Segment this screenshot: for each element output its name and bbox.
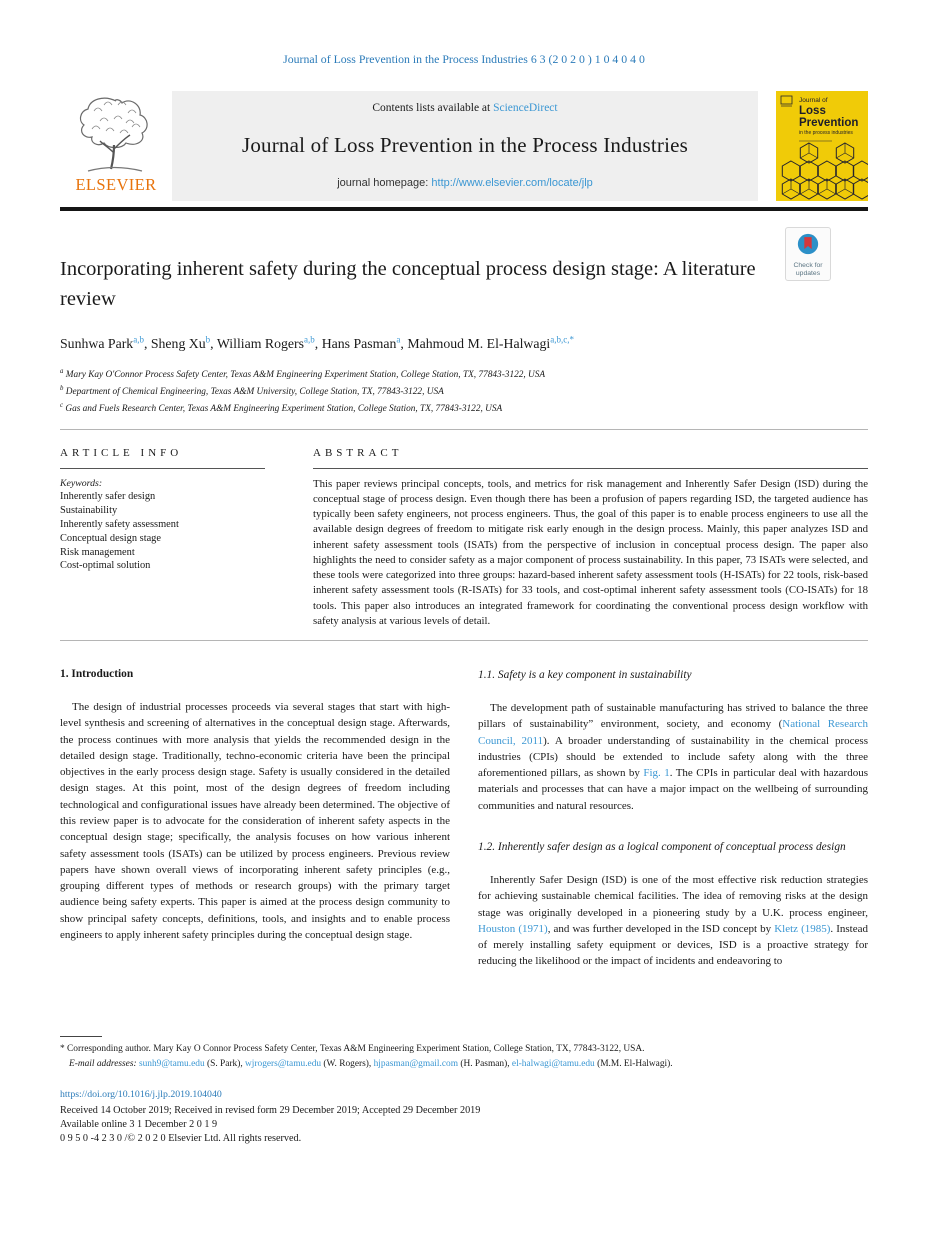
crossmark-icon [796, 232, 820, 256]
check-for-updates-badge[interactable] [785, 227, 831, 281]
corresponding-author-note: * Corresponding author. Mary Kay O Connor Process Safety Center, Texas A&M Engineering Experiment Station, College Station, TX, 77843-3122, USA. [60, 1044, 645, 1054]
journal-citation[interactable]: Journal of Loss Prevention in the Process Industries 6 3 (2 0 2 0 ) 1 0 4 0 4 0 [283, 52, 645, 66]
author-separator: , [143, 335, 151, 351]
cover-line3: Prevention [799, 117, 859, 129]
inline-citation-link[interactable]: sunh9@tamu.edu [138, 1058, 205, 1069]
introduction-paragraph: The design of industrial processes proceeds via several stages that start with high-level synthesis and screening of alternatives in the conceptual design stage. Afterwards, the process continues with more analysis that yields the recommended design in the detailed design stage. Traditionally, techno-economic criteria have been the principal objectives in the early process design stage. Safety is usually considered in the detailed design stages. At this point, most of the design degrees of freedom including technological and configurational issues have already been determined. The objective of this review paper is to advocate for the consideration of inherent safety aspects in the conceptual design stage; specifically, the analysis focuses on how various inherent safety assessment tools (ISATs) can be utilized by process engineers. Previous review papers have shown overall views of incorporating inherent safety principles (e.g., grouping different types of methods or research groups) with the primary target audience being safety experts. This paper is aimed at the process design community to show principal safety concepts, definitions, tools, and insights and to enable process engineers to apply inherent safety principles during the conceptual design stage. [60, 700, 450, 942]
inline-citation-link[interactable]: wjrogers@tamu.edu [245, 1058, 322, 1069]
check-updates-label: Check for updates [793, 262, 823, 277]
keyword: Inherently safety assessment [60, 518, 179, 530]
inline-citation-link[interactable]: Houston (1971) [478, 922, 548, 935]
elsevier-logo [60, 91, 172, 201]
issn-copyright-line: 0 9 5 0 -4 2 3 0 /© 2 0 2 0 Elsevier Ltd. All rights reserved. [60, 1132, 302, 1144]
available-online-line: Available online 3 1 December 2 0 1 9 [60, 1118, 218, 1130]
author-separator: , [314, 335, 322, 351]
author [322, 336, 408, 351]
affiliation-text: Department of Chemical Engineering, Texas A&M University, College Station, TX, 77843-3122, USA [63, 386, 444, 397]
keyword: Sustainability [60, 505, 118, 517]
author [60, 336, 151, 351]
cover-line2: Loss [799, 105, 826, 117]
affiliation-sup: a [60, 367, 64, 375]
inline-citation-link[interactable]: Kletz (1985) [774, 922, 831, 935]
section-divider [60, 429, 868, 430]
affiliation-text: Mary Kay O'Connor Process Safety Center, Texas A&M Engineering Experiment Station, College Station, TX, 77843-3122, USA [63, 369, 546, 380]
author-affil-sup[interactable]: a,b [133, 334, 144, 344]
article-title: Incorporating inherent safety during the conceptual process design stage: A literature review [60, 258, 756, 310]
author [407, 336, 574, 351]
keywords-label: Keywords: [60, 477, 103, 489]
keyword: Risk management [60, 546, 135, 558]
cover-line1: Journal of [799, 97, 828, 104]
author-name: Sheng Xu [150, 335, 206, 351]
journal-banner [60, 91, 868, 201]
homepage-prefix: journal homepage: [337, 177, 432, 189]
doi-link[interactable]: https://doi.org/10.1016/j.jlp.2019.104040 [60, 1089, 222, 1100]
affiliation-c [60, 399, 868, 416]
header-divider-bar [60, 207, 868, 211]
author-name: Sunhwa Park [60, 335, 134, 351]
section-1-1-paragraph: The development path of sustainable manufacturing has strived to balance the three pillars of sustainability” environment, society, and economy (National Research Council, 2011). A broader understanding of sustainability in the chemical process industries (CPIs) should be extended to include safety along with the three aforementioned pillars, as shown by Fig. 1. The CPIs in particular deal with hazardous materials and processes that can have a major impact on the wellbeing of surrounding communities and natural resources. [478, 701, 869, 812]
author-separator: , [210, 335, 217, 351]
received-dates-line: Received 14 October 2019; Received in revised form 29 December 2019; Accepted 29 December 2019 [60, 1105, 481, 1116]
keyword: Inherently safer design [60, 491, 156, 503]
footnote-block [60, 1036, 868, 1071]
article-meta-block [60, 1088, 868, 1145]
info-abstract-section [60, 447, 868, 629]
section-1-2-paragraph: Inherently Safer Design (ISD) is one of the most effective risk reduction strategies for achieving sustainable chemical facilities. The idea of removing risks at the design stage was originally developed in a pioneering study by a U.K. process engineer, Houston (1971), and was further developed in the ISD concept by Kletz (1985). Instead of merely installing safety equipment or devices, ISD is a proactive strategy for reducing the likelihood or the impact of incidents and endeavoring to [478, 873, 869, 968]
affiliation-text: Gas and Fuels Research Center, Texas A&M Engineering Experiment Station, College Station, TX, 77843-3122, USA [63, 403, 503, 414]
author-name: Mahmoud M. El-Halwagi [407, 335, 551, 351]
elsevier-tree-icon [74, 91, 158, 177]
footnote-divider [60, 1036, 102, 1037]
divider [313, 468, 868, 469]
author-name: William Rogers [216, 335, 305, 351]
keyword: Cost-optimal solution [60, 560, 151, 572]
article-info-heading: ARTICLE INFO [60, 446, 183, 459]
inline-citation-link[interactable]: Fig. 1 [643, 767, 670, 780]
elsevier-wordmark: ELSEVIER [75, 175, 157, 194]
inline-citation-link[interactable]: National Research Council, 2011 [478, 718, 869, 747]
author-affil-sup[interactable]: a [396, 334, 401, 344]
banner-center [172, 91, 758, 201]
keyword: Conceptual design stage [60, 532, 161, 544]
email-addresses-line: E-mail addresses: sunh9@tamu.edu (S. Park), wjrogers@tamu.edu (W. Rogers), hjpasman@gmail.com (H. Pasman), el-halwagi@tamu.edu (M.M. El-Halwagi). [69, 1058, 673, 1069]
introduction-heading: 1. Introduction [60, 667, 134, 680]
affiliation-b [60, 382, 868, 399]
contents-line [182, 102, 748, 114]
section-divider [60, 640, 868, 641]
author-affil-sup[interactable]: b [205, 334, 211, 344]
author-name: Hans Pasman [321, 335, 397, 351]
homepage-url-link[interactable]: http://www.elsevier.com/locate/jlp [431, 177, 593, 189]
author-separator: , [400, 335, 408, 351]
inline-citation-link[interactable]: hjpasman@gmail.com [373, 1058, 458, 1069]
inline-citation-link[interactable]: el-halwagi@tamu.edu [511, 1058, 595, 1069]
journal-cover-art [776, 91, 868, 201]
abstract-text: This paper reviews principal concepts, tools, and metrics for risk management and Inherently Safer Design (ISD) during the conceptual stage of process design. Even though there has been a profusion of papers regarding ISD, the targeted audience has typically been safety engineers, not process engineers. Thus, the goal of this paper is to enable process engineers to use all the available design degrees of freedom to mitigate risk early enough in the design process. Mainly, this paper analyzes ISD and inherent safety assessment tools (ISATs) from the perspective of inclusion in conceptual process design. The paper also highlights the need to consider safety as a major component of process sustainability. In this paper, 73 ISATs were selected, and these tools were categorized into three groups: hazard-based inherent safety assessment tools (H-ISATs) for 22 tools, risk-based inherent safety assessment tools (R-ISATs) for 33 tools, and cost-optimal inherent safety assessment tools (CO-ISATs) for 18 tools. This paper also introduces an integrated framework for coordinating the conventional process design workflow with safety analysis at various levels of detail. [313, 477, 868, 627]
authors-line [60, 334, 868, 352]
abstract-column [313, 447, 868, 629]
homepage-line [182, 177, 748, 189]
article-info-column [60, 447, 313, 629]
body-columns [60, 668, 868, 970]
affiliations [60, 365, 868, 416]
affiliation-sup: b [60, 384, 64, 392]
journal-title: Journal of Loss Prevention in the Process Industries [241, 133, 689, 157]
right-column [478, 668, 868, 970]
abstract-heading: ABSTRACT [313, 446, 403, 459]
author-affil-sup[interactable]: a,b [304, 334, 315, 344]
affiliation-a [60, 365, 868, 382]
section-1-2-heading: 1.2. Inherently safer design as a logical component of conceptual process design [478, 840, 846, 853]
author-affil-sup[interactable]: a,b,c,* [550, 334, 575, 344]
author [217, 336, 322, 351]
divider [60, 468, 265, 469]
author [151, 336, 217, 351]
left-column [60, 668, 450, 970]
section-1-1-heading: 1.1. Safety is a key component in sustainability [478, 668, 692, 681]
journal-cover-thumbnail[interactable] [776, 91, 868, 201]
sciencedirect-link[interactable]: ScienceDirect [493, 102, 558, 114]
cover-line4: in the process industries [799, 130, 853, 136]
contents-prefix: Contents lists available at [372, 102, 494, 114]
affiliation-sup: c [60, 401, 64, 409]
